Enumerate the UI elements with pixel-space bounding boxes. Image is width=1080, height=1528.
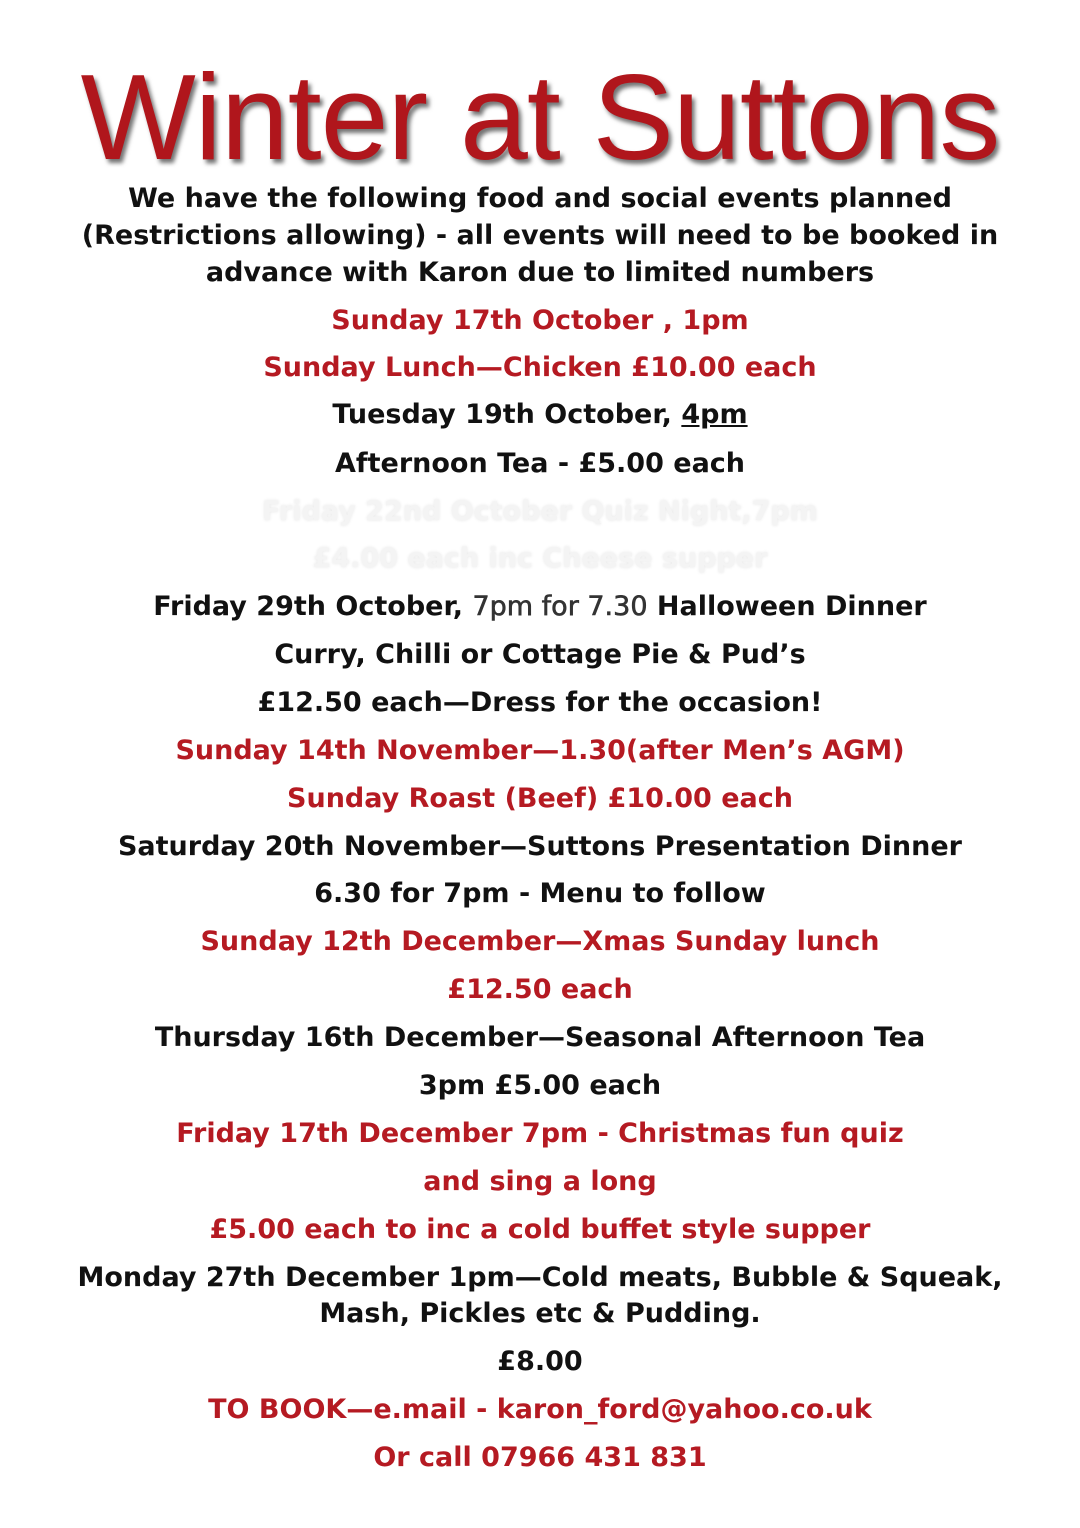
event-line: Mash, Pickles etc & Pudding. (319, 1298, 761, 1329)
event-line: Monday 27th December 1pm—Cold meats, Bubble & Squeak, (77, 1262, 1003, 1293)
flyer-title: Winter at Suttons (80, 49, 1000, 185)
intro-text: We have the following food and social events planned (Restrictions allowing) - all events will need to be booked in advance with Karon due to limited numbers (81, 183, 999, 288)
event-text: Halloween Dinner (647, 591, 927, 622)
event-line: £5.00 each to inc a cold buffet style supper (209, 1214, 871, 1245)
event-line (0, 397, 1080, 433)
event-line: and sing a long (423, 1166, 657, 1197)
event-line: Sunday 14th November—1.30(after Men’s AGM) (175, 735, 905, 766)
event-line: Curry, Chilli or Cottage Pie & Pud’s (274, 639, 806, 670)
event-line: 3pm £5.00 each (418, 1070, 662, 1101)
event-line: Afternoon Tea - £5.00 each (334, 448, 746, 479)
booking-phone: Or call 07966 431 831 (373, 1442, 707, 1473)
event-line: £12.50 each (447, 974, 633, 1005)
event-line: Sunday 12th December—Xmas Sunday lunch (200, 926, 880, 957)
event-line-faded: Friday 22nd October Quiz Night,7pm (262, 496, 818, 527)
event-line: Thursday 16th December—Seasonal Afternoon Tea (154, 1022, 926, 1053)
event-time: 7pm for 7.30 (472, 591, 648, 622)
event-line: £12.50 each—Dress for the occasion! (257, 687, 823, 718)
event-line: Friday 17th December 7pm - Christmas fun quiz (176, 1118, 904, 1149)
event-line: 6.30 for 7pm - Menu to follow (314, 878, 766, 909)
event-time-underlined: 4pm (681, 399, 748, 430)
event-line: Saturday 20th November—Suttons Presentation Dinner (117, 831, 962, 862)
event-text: Friday 29th October, (153, 591, 473, 622)
event-line: Sunday 17th October , 1pm (331, 305, 749, 336)
event-line-faded: £4.00 each inc Cheese supper (312, 543, 768, 574)
event-line (0, 589, 1080, 625)
event-line: Sunday Lunch—Chicken £10.00 each (263, 352, 817, 383)
booking-email: TO BOOK—e.mail - karon_ford@yahoo.co.uk (208, 1394, 872, 1425)
event-line: Sunday Roast (Beef) £10.00 each (287, 783, 793, 814)
event-text: Tuesday 19th October, (332, 399, 682, 430)
event-line: £8.00 (497, 1346, 583, 1377)
